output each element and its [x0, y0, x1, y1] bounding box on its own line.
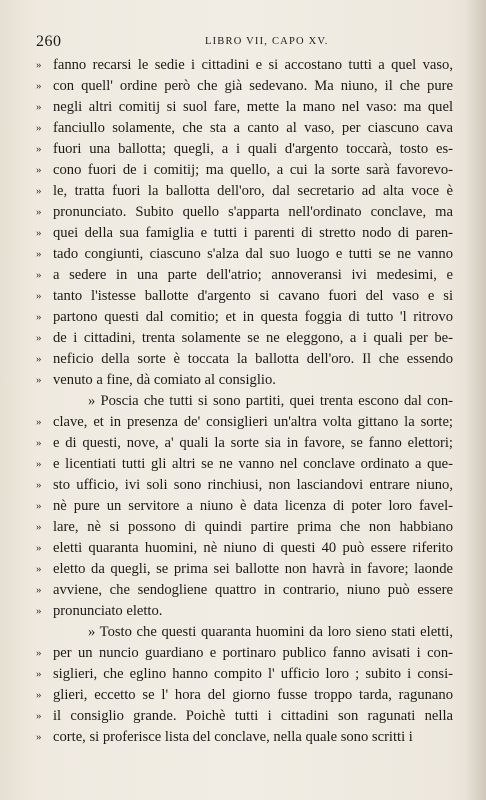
line-text: partono questi dal comitio; et in questa foggia di tutto 'l ritrovo	[53, 309, 453, 325]
text-line	[36, 433, 453, 454]
text-line	[36, 118, 453, 139]
line-text: avviene, che sendogliene quattro in contrario, niuno può essere	[53, 582, 453, 598]
line-text: e di questi, nove, a' quali la sorte sia in favore, se fanno elettori;	[53, 435, 453, 451]
quote-mark: »	[36, 710, 42, 722]
line-text: eletti quaranta huomini, nè niuno di questi 40 può essere riferito	[53, 540, 453, 556]
text-line	[36, 475, 453, 496]
quote-mark: »	[36, 668, 42, 680]
line-text: eletto da quegli, se prima sei ballotte non havrà in favore; laonde	[53, 561, 453, 577]
text-line	[36, 538, 453, 559]
running-head: LIBRO VII, CAPO XV.	[205, 36, 329, 47]
text-line	[36, 307, 453, 328]
text-line	[36, 685, 453, 706]
line-text: venuto a fine, dà comiato al consiglio.	[53, 372, 276, 388]
line-text: cono fuori de i comitij; ma quello, a cui la sorte sarà favorevo-	[53, 162, 453, 178]
text-line	[36, 223, 453, 244]
quote-mark: »	[36, 59, 42, 71]
quote-mark: »	[36, 437, 42, 449]
text-line	[36, 559, 453, 580]
line-text: siglieri, che eglino hanno compito l' ufficio loro ; subito i consi-	[53, 666, 453, 682]
text-line	[36, 580, 453, 601]
text-line	[36, 664, 453, 685]
text-line	[36, 412, 453, 433]
text-line	[36, 76, 453, 97]
text-line	[36, 706, 453, 727]
quote-mark: »	[36, 647, 42, 659]
body-text	[36, 55, 453, 748]
quote-mark: »	[36, 248, 42, 260]
line-text: corte, si proferisce lista del conclave, nella quale sono scritti i	[53, 729, 413, 745]
line-text: tado congiunti, ciascuno s'alza dal suo luogo e tutti se ne vanno	[53, 246, 453, 262]
quote-mark: »	[36, 458, 42, 470]
text-line	[36, 160, 453, 181]
text-line	[36, 643, 453, 664]
text-line	[36, 370, 453, 391]
line-text: fanno recarsi le sedie i cittadini e si accostano tutti a quel vaso,	[53, 57, 453, 73]
text-line	[36, 517, 453, 538]
quote-mark: »	[36, 311, 42, 323]
quote-mark: »	[36, 101, 42, 113]
text-line	[36, 286, 453, 307]
line-text: lare, nè si possono di quindi partire prima che non habbiano	[53, 519, 453, 535]
quote-mark: »	[36, 689, 42, 701]
line-text: negli altri comitij si suol fare, mette la mano nel vaso: ma quel	[53, 99, 453, 115]
quote-mark: »	[36, 269, 42, 281]
quote-mark: »	[36, 605, 42, 617]
line-text: fuori una ballotta; quegli, a i quali d'argento toccarà, tosto es-	[53, 141, 453, 157]
text-line	[36, 622, 453, 643]
line-text: glieri, eccetto se l' hora del giorno fusse troppo tarda, ragunano	[53, 687, 453, 703]
quote-mark: »	[36, 332, 42, 344]
text-line	[36, 727, 453, 748]
line-text: il consiglio grande. Poichè tutti i cittadini son ragunati nella	[53, 708, 453, 724]
quote-mark: »	[36, 206, 42, 218]
page-number: 260	[36, 33, 62, 50]
text-line	[36, 391, 453, 412]
line-text: pronunciato. Subito quello s'apparta nell'ordinato conclave, ma	[53, 204, 453, 220]
quote-mark: »	[36, 731, 42, 743]
text-line	[36, 97, 453, 118]
line-text: fanciullo solamente, che sta a canto al vaso, per ciascuno cava	[53, 120, 453, 136]
quote-mark: »	[36, 353, 42, 365]
quote-mark: »	[36, 479, 42, 491]
text-line	[36, 496, 453, 517]
text-line	[36, 265, 453, 286]
line-text: pronunciato eletto.	[53, 603, 163, 619]
quote-mark: »	[36, 143, 42, 155]
line-text: de i cittadini, trenta solamente se ne eleggono, a i quali per be-	[53, 330, 453, 346]
quote-mark: »	[36, 227, 42, 239]
quote-mark: »	[36, 80, 42, 92]
quote-mark: »	[36, 521, 42, 533]
text-line	[36, 181, 453, 202]
line-text: a sedere in una parte dell'atrio; annoveransi ivi medesimi, e	[53, 267, 453, 283]
line-text: con quell' ordine però che già sedevano. Ma niuno, il che pure	[53, 78, 453, 94]
line-text: quei della sua famiglia e tutti i parenti di stretto nodo di paren-	[53, 225, 453, 241]
text-line	[36, 202, 453, 223]
quote-mark: »	[36, 185, 42, 197]
text-line	[36, 349, 453, 370]
text-line	[36, 139, 453, 160]
text-line	[36, 601, 453, 622]
quote-mark: »	[36, 122, 42, 134]
text-line	[36, 244, 453, 265]
quote-mark: »	[36, 563, 42, 575]
text-line	[36, 55, 453, 76]
line-text: clave, et in presenza de' consiglieri un'altra volta gittano la sorte;	[53, 414, 453, 430]
line-text: » Poscia che tutti si sono partiti, quei trenta escono dal con-	[88, 393, 453, 409]
page-header	[36, 33, 456, 53]
page-edge-shadow	[466, 0, 486, 800]
line-text: neficio della sorte è toccata la ballotta dell'oro. Il che essendo	[53, 351, 453, 367]
line-text: e licentiati tutti gli altri se ne vanno nel conclave ordinato a que-	[53, 456, 453, 472]
line-text: sto ufficio, ivi soli sono rinchiusi, non lasciandovi entrare niuno,	[53, 477, 453, 493]
line-text: le, tratta fuori la ballotta dell'oro, dal secretario ad alta voce è	[53, 183, 453, 199]
line-text: tanto l'istesse ballotte d'argento si cavano fuori del vaso e si	[53, 288, 453, 304]
quote-mark: »	[36, 374, 42, 386]
line-text: per un nuncio guardiano e portinaro publico fanno avisati i con-	[53, 645, 453, 661]
line-text: nè pure un servitore a niuno è data licenza di poter loro favel-	[53, 498, 453, 514]
quote-mark: »	[36, 164, 42, 176]
quote-mark: »	[36, 290, 42, 302]
text-line	[36, 454, 453, 475]
quote-mark: »	[36, 584, 42, 596]
line-text: » Tosto che questi quaranta huomini da loro sieno stati eletti,	[88, 624, 453, 640]
quote-mark: »	[36, 542, 42, 554]
quote-mark: »	[36, 500, 42, 512]
quote-mark: »	[36, 416, 42, 428]
text-line	[36, 328, 453, 349]
